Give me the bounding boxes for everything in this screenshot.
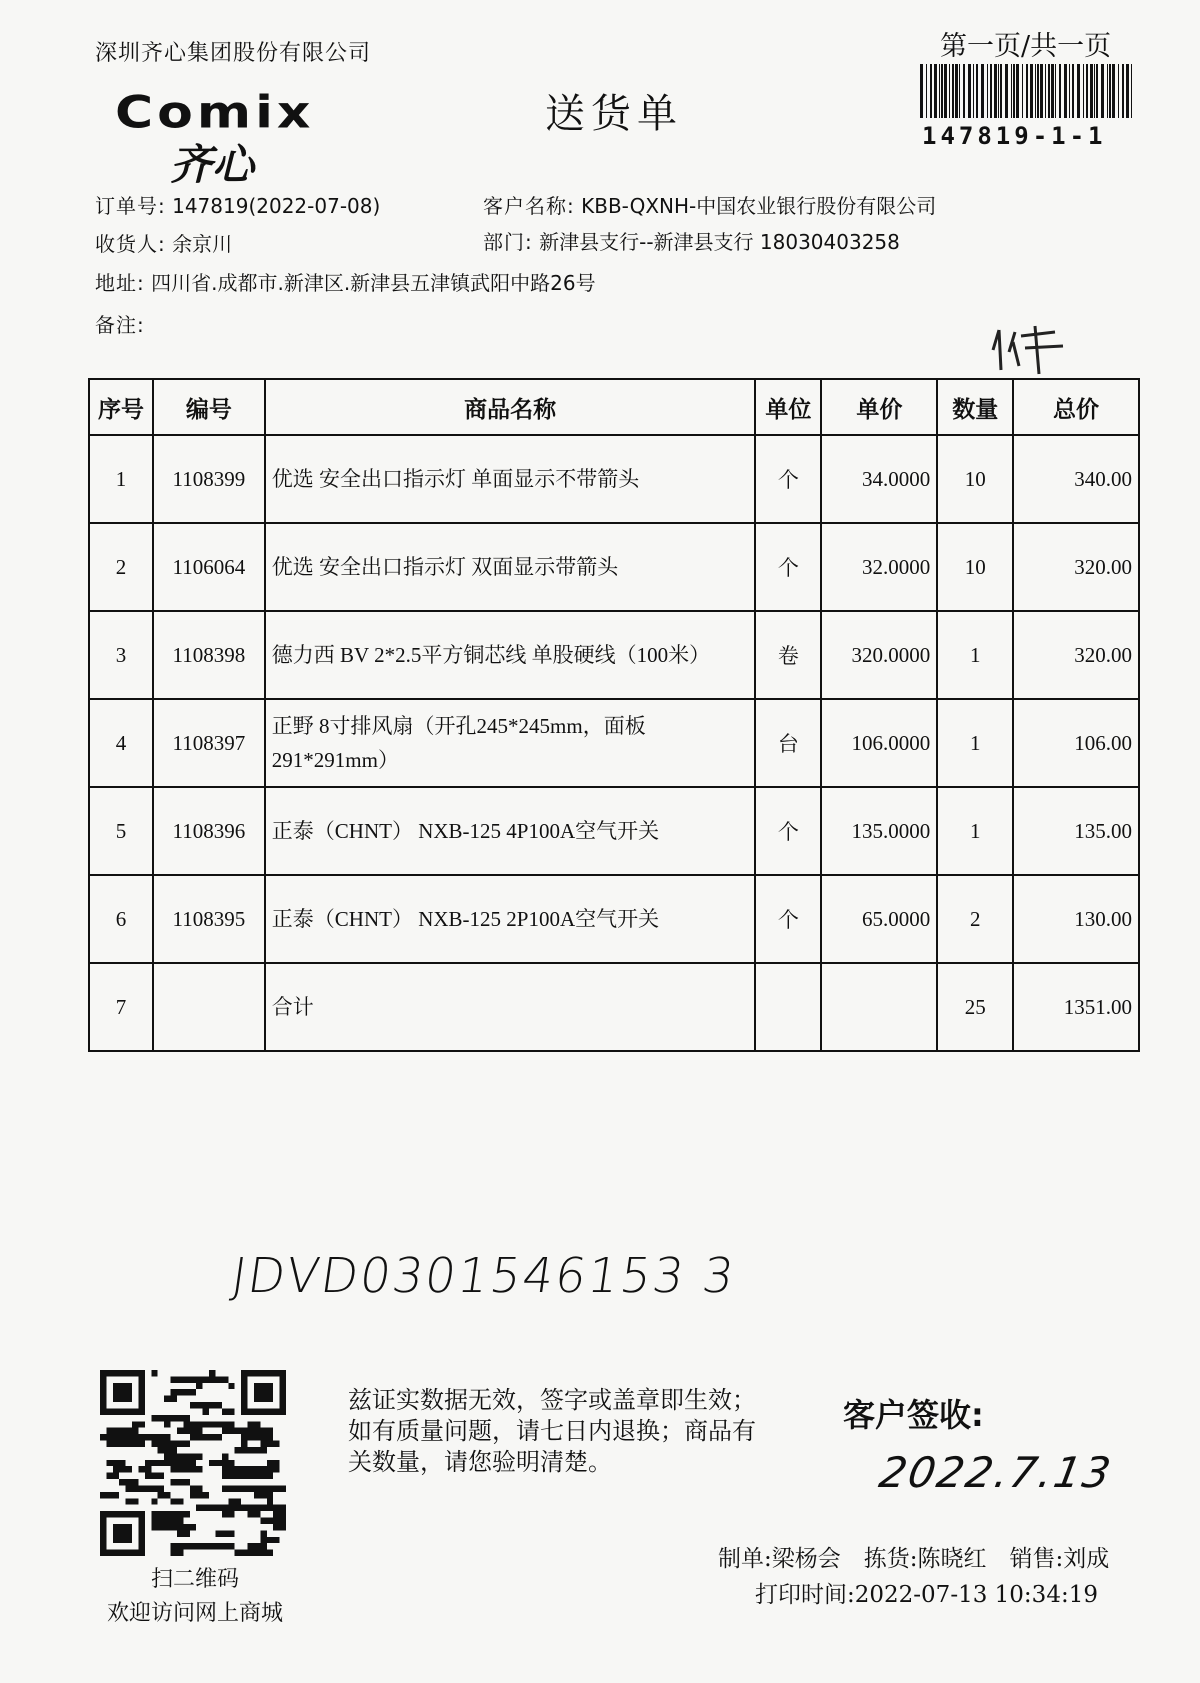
qr-caption bbox=[95, 1563, 295, 1631]
cell-qty: 1 bbox=[937, 787, 1013, 875]
cell-total: 340.00 bbox=[1013, 435, 1139, 523]
cell-code: 1108399 bbox=[153, 435, 265, 523]
cell-no: 2 bbox=[89, 523, 153, 611]
qr-code bbox=[100, 1370, 286, 1556]
cell-name: 正野 8寸排风扇（开孔245*245mm，面板291*291mm） bbox=[265, 699, 756, 787]
logo-english: Comix bbox=[115, 87, 315, 139]
header-name: 商品名称 bbox=[265, 379, 756, 435]
department: 新津县支行--新津县支行 18030403258 bbox=[539, 230, 900, 254]
print-time: 打印时间:2022-07-13 10:34:19 bbox=[755, 1582, 1098, 1608]
header-code: 编号 bbox=[153, 379, 265, 435]
comix-logo bbox=[115, 87, 345, 189]
table-header-row bbox=[89, 379, 1139, 435]
table-row bbox=[89, 699, 1139, 787]
table-row bbox=[89, 787, 1139, 875]
receiver-row bbox=[95, 228, 232, 257]
cell-qty: 2 bbox=[937, 875, 1013, 963]
cell-unit: 个 bbox=[755, 787, 821, 875]
cell-name: 正泰（CHNT） NXB-125 4P100A空气开关 bbox=[265, 787, 756, 875]
department-label: 部门: bbox=[483, 230, 533, 254]
cell-unit bbox=[755, 963, 821, 1051]
remark-label: 备注: bbox=[95, 313, 145, 337]
table-row bbox=[89, 611, 1139, 699]
logo-chinese: 齐心 bbox=[170, 140, 255, 189]
total-qty: 25 bbox=[937, 963, 1013, 1051]
cell-price: 320.0000 bbox=[821, 611, 937, 699]
header-no: 序号 bbox=[89, 379, 153, 435]
cell-name: 优选 安全出口指示灯 双面显示带箭头 bbox=[265, 523, 756, 611]
order-number: 147819(2022-07-08) bbox=[172, 194, 381, 218]
cell-unit: 卷 bbox=[755, 611, 821, 699]
customer-row bbox=[483, 190, 936, 219]
cell-qty: 10 bbox=[937, 435, 1013, 523]
cell-name: 德力西 BV 2*2.5平方铜芯线 单股硬线（100米） bbox=[265, 611, 756, 699]
header-total: 总价 bbox=[1013, 379, 1139, 435]
department-row bbox=[483, 226, 900, 255]
cell-no: 5 bbox=[89, 787, 153, 875]
handwritten-code: JDVD0301546153 3 bbox=[228, 1248, 740, 1304]
cell-no: 1 bbox=[89, 435, 153, 523]
table-row bbox=[89, 523, 1139, 611]
cell-no: 3 bbox=[89, 611, 153, 699]
customer-name: KBB-QXNH-中国农业银行股份有限公司 bbox=[581, 194, 937, 218]
cell-code: 1108395 bbox=[153, 875, 265, 963]
qr-caption-line-1: 扫二维码 bbox=[150, 1567, 239, 1592]
cell-unit: 台 bbox=[755, 699, 821, 787]
barcode bbox=[920, 64, 1135, 118]
cell-unit: 个 bbox=[755, 875, 821, 963]
staff-info: 制单:梁杨会 拣货:陈晓红 销售:刘成 bbox=[718, 1546, 1110, 1572]
cell-unit: 个 bbox=[755, 523, 821, 611]
cell-no: 7 bbox=[89, 963, 153, 1051]
order-number-label: 订单号: bbox=[95, 194, 166, 218]
qr-caption-line-2: 欢迎访问网上商城 bbox=[106, 1601, 283, 1626]
receiver-name: 余京川 bbox=[172, 232, 233, 256]
cell-price: 106.0000 bbox=[821, 699, 937, 787]
cell-price: 34.0000 bbox=[821, 435, 937, 523]
cell-qty: 10 bbox=[937, 523, 1013, 611]
cell-code: 1106064 bbox=[153, 523, 265, 611]
cell-code: 1108398 bbox=[153, 611, 265, 699]
page-title: 送货单 bbox=[545, 91, 683, 137]
cell-price bbox=[821, 963, 937, 1051]
cell-code: 1108396 bbox=[153, 787, 265, 875]
cell-price: 65.0000 bbox=[821, 875, 937, 963]
company-name: 深圳齐心集团股份有限公司 bbox=[95, 41, 372, 66]
cell-total: 320.00 bbox=[1013, 611, 1139, 699]
notice-text: 兹证实数据无效，签字或盖章即生效；如有质量问题，请七日内退换；商品有关数量，请您验明清楚。 bbox=[348, 1386, 756, 1476]
cell-qty: 1 bbox=[937, 699, 1013, 787]
total-amount: 1351.00 bbox=[1013, 963, 1139, 1051]
customer-signature-label: 客户签收: bbox=[843, 1396, 984, 1434]
cell-code: 1108397 bbox=[153, 699, 265, 787]
barcode-number: 147819-1-1 bbox=[922, 122, 1107, 150]
cell-total: 320.00 bbox=[1013, 523, 1139, 611]
total-label: 合计 bbox=[265, 963, 756, 1051]
customer-label: 客户名称: bbox=[483, 194, 575, 218]
cell-name: 优选 安全出口指示灯 单面显示不带箭头 bbox=[265, 435, 756, 523]
items-table bbox=[88, 378, 1140, 1052]
remark-row bbox=[95, 309, 145, 338]
receiver-label: 收货人: bbox=[95, 232, 166, 256]
signature-date: 2022.7.13 bbox=[875, 1448, 1117, 1497]
page-info: 第一页/共一页 bbox=[940, 31, 1112, 62]
cell-code bbox=[153, 963, 265, 1051]
address: 四川省.成都市.新津区.新津县五津镇武阳中路26号 bbox=[151, 271, 596, 295]
cell-price: 32.0000 bbox=[821, 523, 937, 611]
cell-price: 135.0000 bbox=[821, 787, 937, 875]
cell-no: 4 bbox=[89, 699, 153, 787]
total-row bbox=[89, 963, 1139, 1051]
cell-qty: 1 bbox=[937, 611, 1013, 699]
table-row bbox=[89, 435, 1139, 523]
handwritten-note bbox=[985, 322, 1080, 378]
header-qty: 数量 bbox=[937, 379, 1013, 435]
order-number-row bbox=[95, 190, 380, 219]
header-unit: 单位 bbox=[755, 379, 821, 435]
address-row bbox=[95, 267, 596, 296]
cell-no: 6 bbox=[89, 875, 153, 963]
cell-name: 正泰（CHNT） NXB-125 2P100A空气开关 bbox=[265, 875, 756, 963]
table-row bbox=[89, 875, 1139, 963]
cell-total: 135.00 bbox=[1013, 787, 1139, 875]
address-label: 地址: bbox=[95, 271, 145, 295]
cell-total: 106.00 bbox=[1013, 699, 1139, 787]
header-price: 单价 bbox=[821, 379, 937, 435]
cell-total: 130.00 bbox=[1013, 875, 1139, 963]
cell-unit: 个 bbox=[755, 435, 821, 523]
